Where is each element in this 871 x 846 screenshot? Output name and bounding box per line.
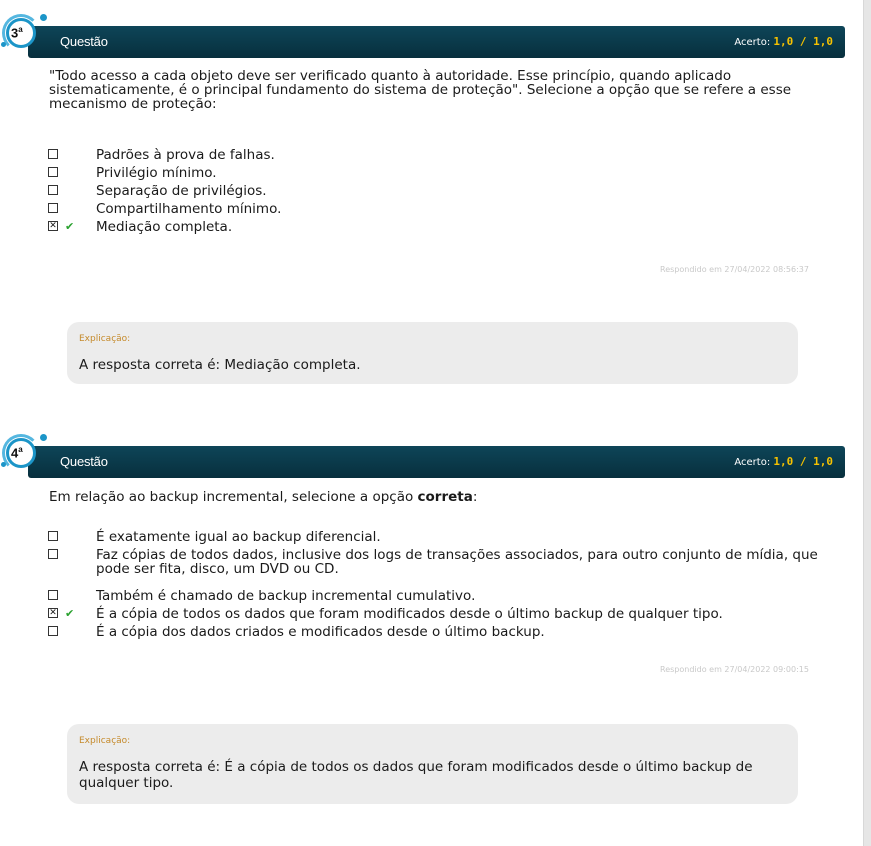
answered-timestamp: Respondido em 27/04/2022 09:00:15: [660, 665, 809, 674]
option-label: Mediação completa.: [96, 219, 233, 235]
question-text-emphasis: correta: [417, 489, 473, 505]
score-label: Acerto:: [734, 37, 771, 48]
checkbox-unchecked-icon[interactable]: [48, 149, 58, 159]
question-text: Em relação ao backup incremental, selecione a opção correta:: [49, 489, 478, 505]
explanation-title: Explicação:: [79, 334, 131, 344]
option-item[interactable]: [48, 530, 818, 548]
question-header: [28, 26, 845, 58]
question-text: "Todo acesso a cada objeto deve ser verificado quanto à autoridade. Esse princípio, quando aplicado sistematicamente, é o principal fundamento do sistema de proteção". Selecione a opção que se refere a esse mecanismo de proteção:: [49, 68, 792, 112]
explanation-text: A resposta correta é: Mediação completa.: [79, 357, 361, 373]
checkbox-unchecked-icon[interactable]: [48, 531, 58, 541]
option-item[interactable]: [48, 548, 818, 589]
checkbox-unchecked-icon[interactable]: [48, 203, 58, 213]
explanation-box: [67, 724, 798, 804]
option-label: É exatamente igual ao backup diferencial.: [96, 529, 381, 545]
option-item[interactable]: [48, 220, 818, 238]
checkbox-unchecked-icon[interactable]: [48, 590, 58, 600]
checkbox-checked-icon[interactable]: ✕: [49, 608, 57, 618]
option-label: Separação de privilégios.: [96, 183, 267, 199]
question-header-title: Questão: [60, 34, 108, 49]
explanation-title: Explicação:: [79, 736, 131, 746]
explanation-box: [67, 322, 798, 384]
score: [734, 35, 833, 48]
checkbox-unchecked-icon[interactable]: [48, 167, 58, 177]
option-label: Compartilhamento mínimo.: [96, 201, 282, 217]
scrollbar[interactable]: [863, 0, 871, 846]
score-label: Acerto:: [734, 457, 771, 468]
score-value: 1,0 / 1,0: [773, 35, 833, 48]
option-item[interactable]: [48, 607, 818, 625]
explanation-text: A resposta correta é: É a cópia de todos os dados que foram modificados desde o último backup de qualquer tipo.: [79, 759, 753, 791]
question-header-title: Questão: [60, 454, 108, 469]
question-number-badge: [2, 434, 46, 478]
option-label: Faz cópias de todos dados, inclusive dos logs de transações associados, para outro conjunto de mídia, que pode ser fita, disco, um DVD ou CD.: [96, 547, 818, 577]
option-label: Privilégio mínimo.: [96, 165, 217, 181]
option-label: É a cópia dos dados criados e modificados desde o último backup.: [96, 624, 545, 640]
option-item[interactable]: [48, 625, 818, 643]
score-value: 1,0 / 1,0: [773, 455, 833, 468]
checkbox-checked-icon[interactable]: ✕: [49, 221, 57, 231]
option-item[interactable]: [48, 202, 818, 220]
option-list: [48, 148, 818, 238]
question-number-badge: [2, 14, 46, 58]
checkbox-unchecked-icon[interactable]: [48, 185, 58, 195]
option-item[interactable]: [48, 589, 818, 607]
option-item[interactable]: [48, 148, 818, 166]
answered-timestamp: Respondido em 27/04/2022 08:56:37: [660, 265, 809, 274]
option-label: Também é chamado de backup incremental cumulativo.: [96, 588, 476, 604]
option-label: Padrões à prova de falhas.: [96, 147, 275, 163]
checkbox-unchecked-icon[interactable]: [48, 549, 58, 559]
option-item[interactable]: [48, 184, 818, 202]
green-check-icon: ✔: [65, 607, 75, 620]
option-item[interactable]: [48, 166, 818, 184]
option-list: [48, 530, 818, 643]
green-check-icon: ✔: [65, 220, 75, 233]
score: [734, 455, 833, 468]
option-label: É a cópia de todos os dados que foram modificados desde o último backup de qualquer tipo.: [96, 606, 723, 622]
question-number: 4$^a$: [11, 445, 23, 461]
question-number: 3$^a$: [11, 25, 23, 41]
checkbox-unchecked-icon[interactable]: [48, 626, 58, 636]
question-header: [28, 446, 845, 478]
